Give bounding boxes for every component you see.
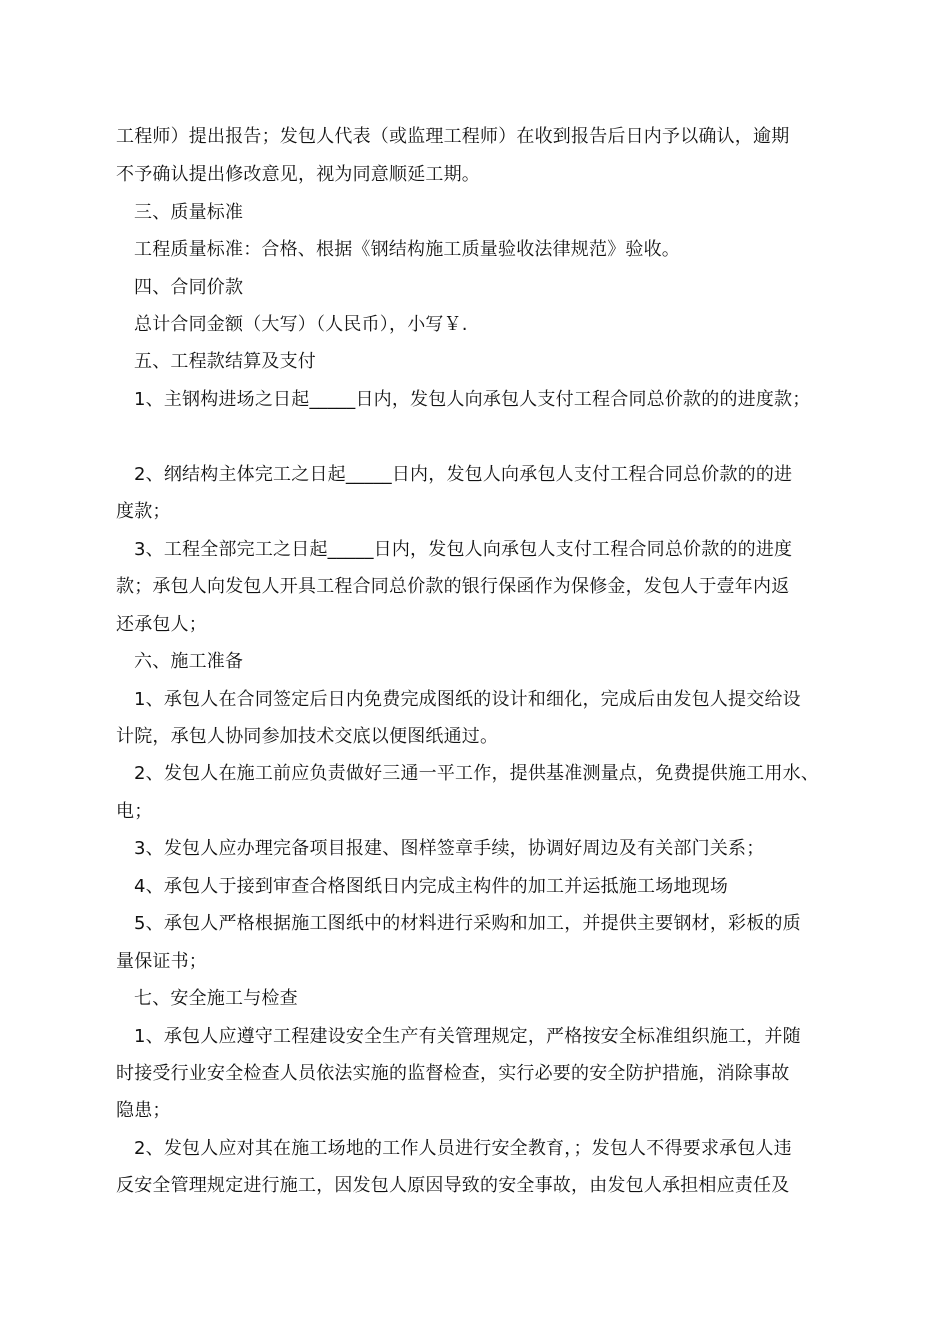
list-item-line: 款；承包人向发包人开具工程合同总价款的银行保函作为保修金，发包人于壹年内返: [116, 576, 790, 597]
list-item-line: 5、承包人严格根据施工图纸中的材料进行采购和加工，并提供主要钢材，彩板的质: [134, 913, 801, 934]
list-item-line: 度款；: [116, 501, 171, 522]
list-item-line: 3、工程全部完工之日起_____日内，发包人向承包人支付工程合同总价款的的进度: [134, 539, 793, 560]
list-item-line: 时接受行业安全检查人员依法实施的监督检查，实行必要的安全防护措施，消除事故: [116, 1063, 790, 1084]
list-item-line: 4、承包人于接到审查合格图纸日内完成主构件的加工并运抵施工场地现场: [134, 876, 729, 897]
body-text-line: 总计合同金额（大写）（人民币），小写￥.: [134, 314, 468, 335]
section-heading: 三、质量标准: [134, 202, 244, 223]
list-item-line: 隐患；: [116, 1100, 171, 1121]
list-item-line: 电；: [116, 801, 153, 822]
list-item-line: 还承包人；: [116, 614, 207, 635]
list-item-line: 2、发包人应对其在施工场地的工作人员进行安全教育，；发包人不得要求承包人违: [134, 1138, 792, 1159]
list-item-line: 计院，承包人协同参加技术交底以便图纸通过。: [116, 726, 499, 747]
list-item-line: 1、承包人应遵守工程建设安全生产有关管理规定，严格按安全标准组织施工，并随: [134, 1026, 801, 1047]
section-heading: 六、施工准备: [134, 651, 244, 672]
section-heading: 五、工程款结算及支付: [134, 351, 316, 372]
list-item-line: 3、发包人应办理完备项目报建、图样签章手续，协调好周边及有关部门关系；: [134, 838, 765, 859]
list-item-line: 反安全管理规定进行施工，因发包人原因导致的安全事故，由发包人承担相应责任及: [116, 1175, 790, 1196]
list-item-line: 1、主钢构进场之日起_____日内，发包人向承包人支付工程合同总价款的的进度款；: [134, 389, 811, 410]
section-heading: 四、合同价款: [134, 277, 244, 298]
list-item-line: 1、承包人在合同签定后日内免费完成图纸的设计和细化，完成后由发包人提交给设: [134, 689, 801, 710]
list-item-line: 量保证书；: [116, 951, 207, 972]
section-heading: 七、安全施工与检查: [134, 988, 298, 1009]
body-text-line: 工程师）提出报告；发包人代表（或监理工程师）在收到报告后日内予以确认，逾期: [116, 126, 790, 147]
list-item-line: 2、纲结构主体完工之日起_____日内，发包人向承包人支付工程合同总价款的的进: [134, 464, 793, 485]
body-text-line: 不予确认提出修改意见，视为同意顺延工期。: [116, 164, 480, 185]
body-text-line: 工程质量标准：合格、根据《钢结构施工质量验收法律规范》验收。: [134, 239, 680, 260]
list-item-line: 2、发包人在施工前应负责做好三通一平工作，提供基准测量点，免费提供施工用水、: [134, 763, 820, 784]
